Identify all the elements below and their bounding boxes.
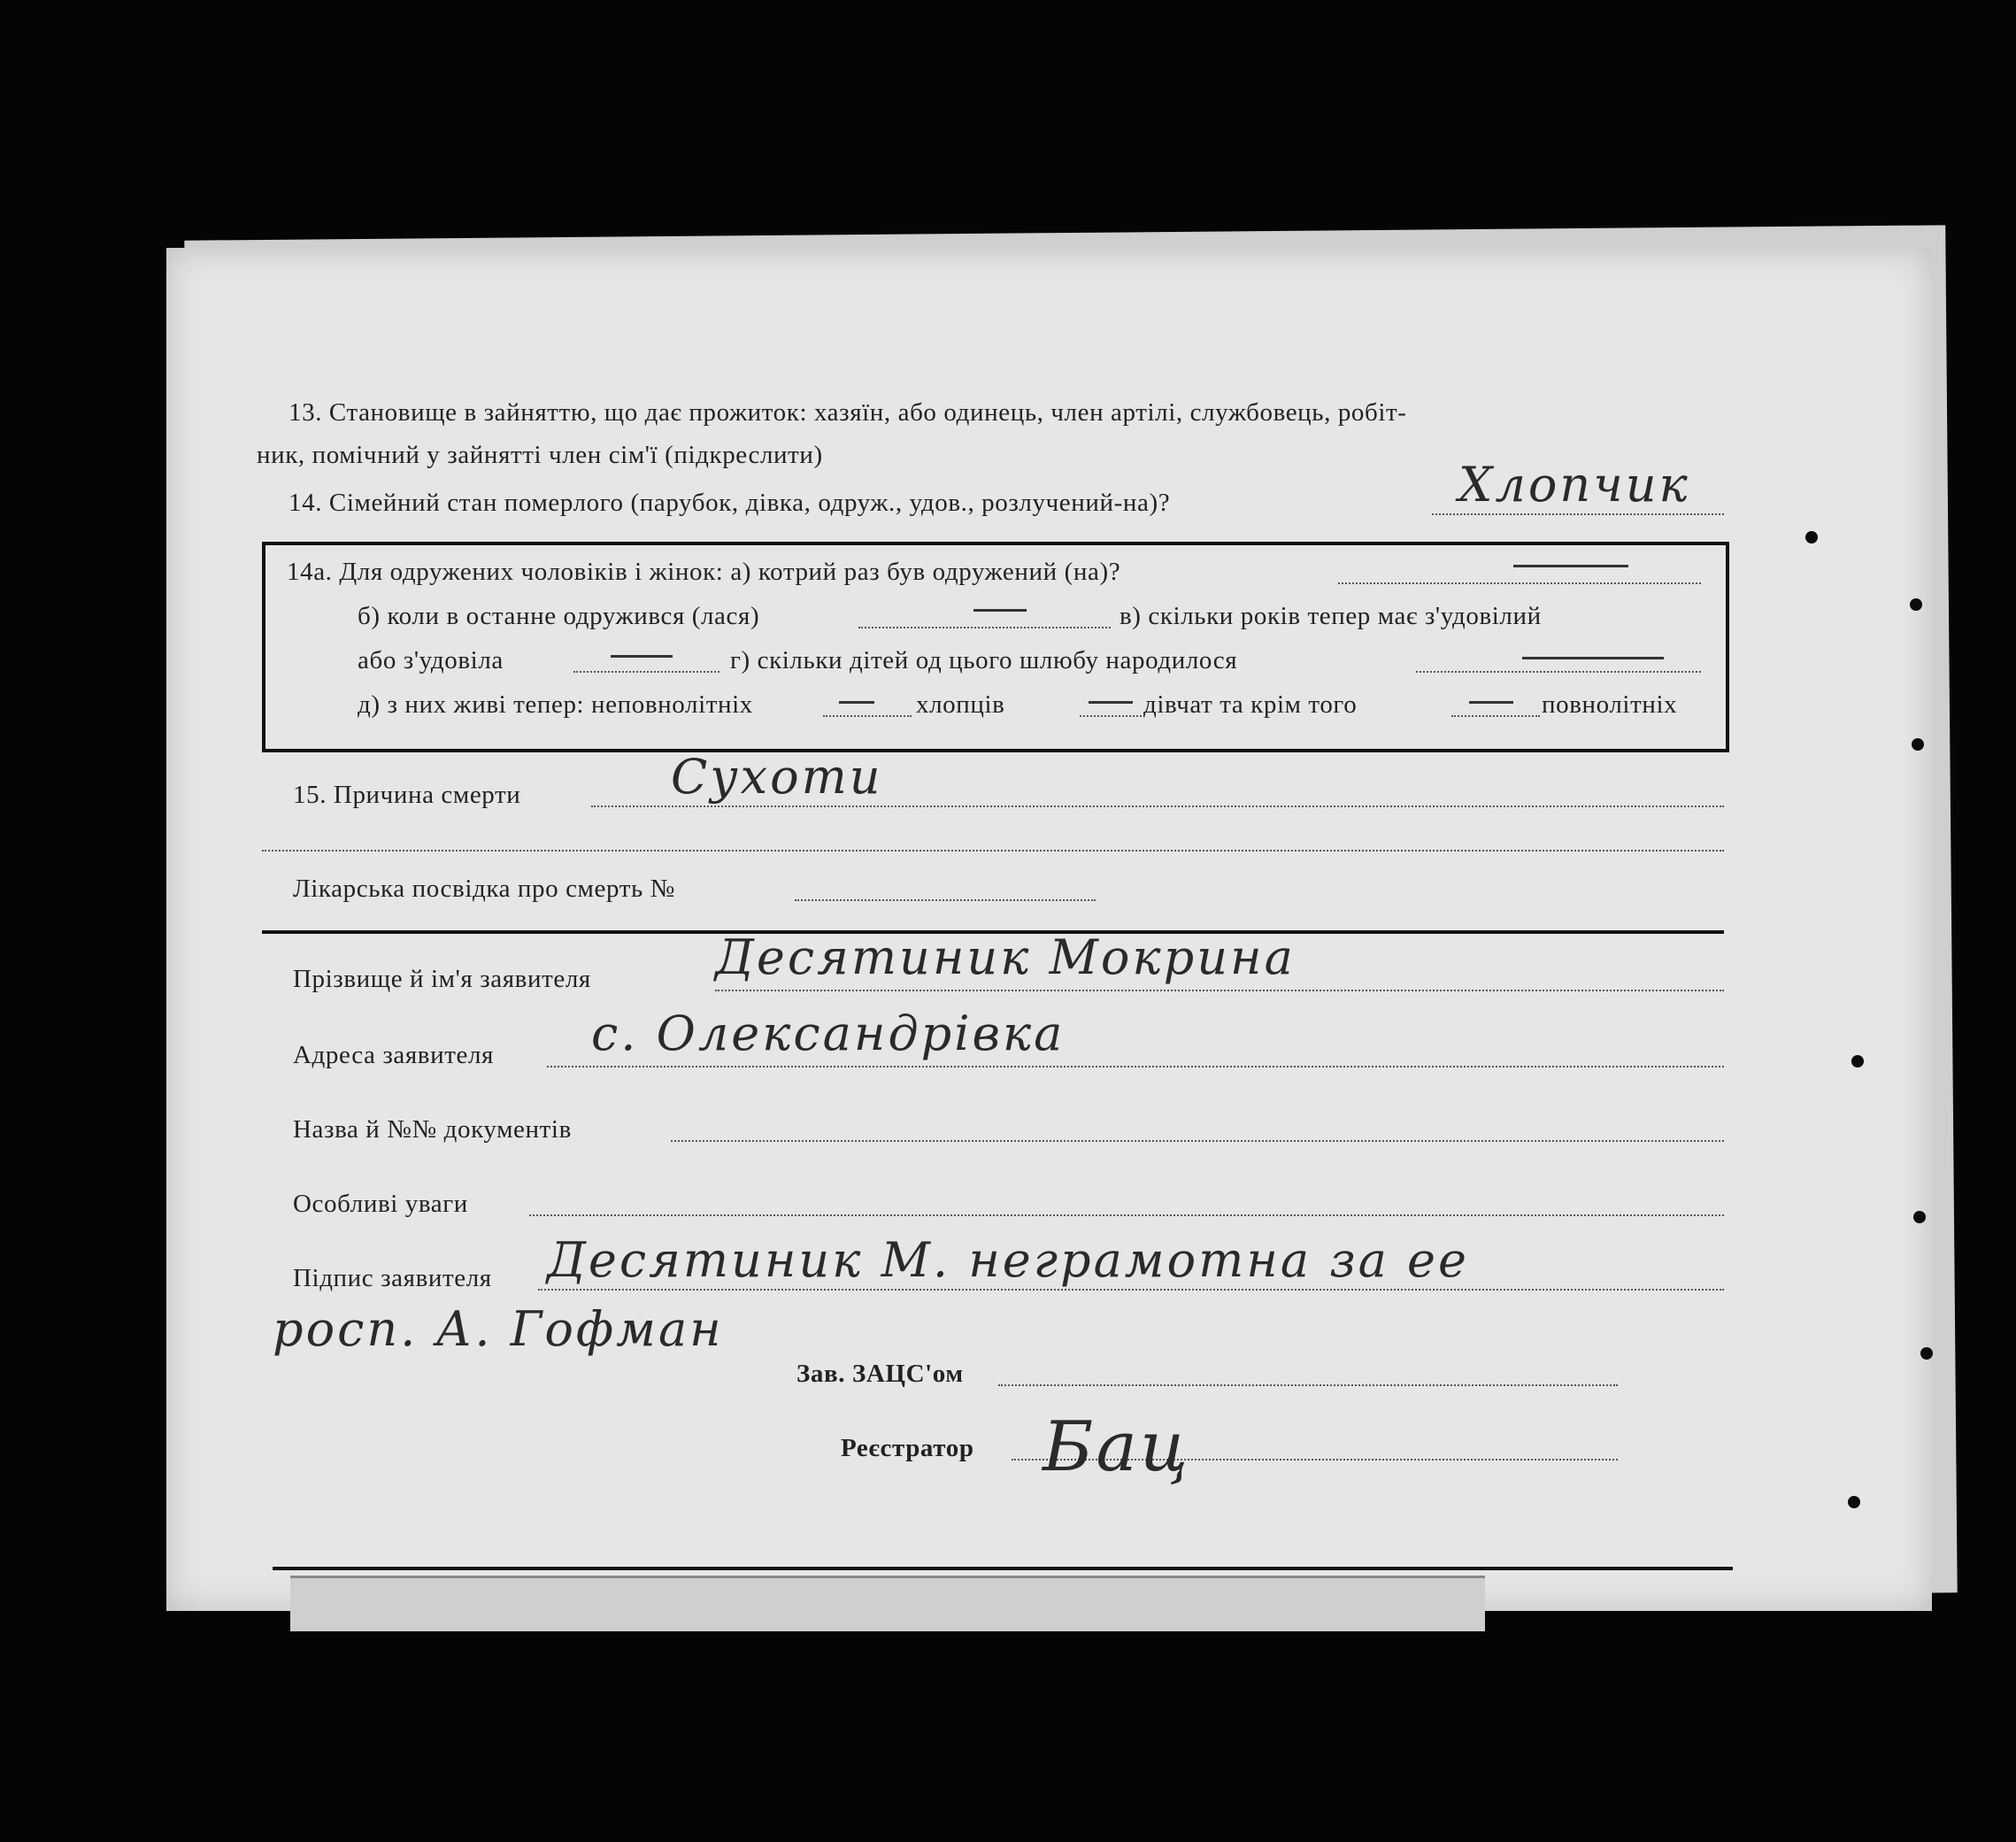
hand-signature-line1: Десятиник М. неграмотна за ее bbox=[547, 1232, 1469, 1288]
hand-cause-of-death: Сухоти bbox=[671, 749, 883, 805]
binding-hole bbox=[1848, 1496, 1860, 1508]
hand-applicant-name: Десятиник Мокрина bbox=[715, 929, 1296, 985]
binding-hole bbox=[1920, 1347, 1933, 1360]
head-dots bbox=[998, 1384, 1618, 1386]
hand-family-status: Хлопчик bbox=[1458, 457, 1690, 513]
documents-dots bbox=[671, 1140, 1724, 1142]
signature-label: Підпис заявителя bbox=[293, 1264, 492, 1292]
q14-dotted-line bbox=[1432, 513, 1724, 515]
q14a-a-dots bbox=[1338, 582, 1701, 584]
medical-dots bbox=[795, 899, 1096, 901]
q15-label: 15. Причина смерти bbox=[293, 781, 521, 809]
binding-hole bbox=[1910, 598, 1922, 611]
q14a-children-dash bbox=[1522, 657, 1664, 659]
hand-applicant-address: с. Олександрівка bbox=[591, 1006, 1066, 1061]
binding-hole bbox=[1912, 738, 1924, 751]
q14a-line1: 14а. Для одружених чоловіків і жінок: а) котрий раз був одружений (на)? bbox=[287, 558, 1121, 586]
notes-dots bbox=[529, 1214, 1724, 1216]
q14a-line2a: б) коли в останне одружився (лася) bbox=[358, 602, 760, 630]
q14a-a-dash bbox=[1513, 565, 1628, 567]
q14a-boys-dots bbox=[1080, 715, 1142, 717]
binding-hole bbox=[1913, 1211, 1926, 1223]
q15-dots bbox=[591, 805, 1724, 807]
q14a-line3a: або з'удовіла bbox=[358, 646, 504, 674]
applicant-address-dots bbox=[547, 1066, 1724, 1067]
q14a-widowed-dash bbox=[611, 655, 673, 658]
q14a-girls-dash bbox=[1469, 701, 1513, 704]
q14a-b-dash bbox=[973, 609, 1027, 612]
hand-signature-line2: росп. А. Гофман bbox=[273, 1301, 724, 1357]
binding-hole bbox=[1851, 1055, 1864, 1067]
form-sheet bbox=[166, 248, 1932, 1611]
documents-label: Назва й №№ документів bbox=[293, 1115, 572, 1144]
q15-dots-2 bbox=[262, 850, 1724, 852]
q14a-line3b: г) скільки дітей од цього шлюбу народилося bbox=[730, 646, 1238, 674]
applicant-name-dots bbox=[715, 990, 1724, 991]
applicant-name-label: Прізвище й ім'я заявителя bbox=[293, 965, 591, 993]
binding-hole bbox=[1805, 531, 1818, 543]
q14a-girls: дівчат та крім того bbox=[1143, 690, 1358, 719]
q14-label: 14. Сімейний стан померлого (парубок, дівка, одруж., удов., розлучений-на)? bbox=[289, 489, 1171, 517]
q14a-box bbox=[262, 542, 1729, 752]
q14a-girls-dots bbox=[1451, 715, 1540, 717]
q14a-minors-dash bbox=[839, 701, 874, 704]
q13-line1: 13. Становище в зайняттю, що дає прожиток: хазяїн, або одинець, член артілі, службовець, робіт- bbox=[289, 398, 1407, 427]
q13-line2: ник, помічний у зайнятті член сім'ї (підкреслити) bbox=[257, 441, 823, 469]
applicant-address-label: Адреса заявителя bbox=[293, 1041, 494, 1069]
q14a-line4: д) з них живі тепер: неповнолітніх bbox=[358, 690, 753, 719]
signature-dots bbox=[538, 1289, 1724, 1291]
q14a-boys-dash bbox=[1089, 701, 1133, 704]
q14a-children-dots bbox=[1416, 671, 1701, 673]
bottom-rule bbox=[273, 1567, 1733, 1570]
q14a-adults: повнолітніх bbox=[1542, 690, 1678, 719]
torn-edge bbox=[290, 1576, 1485, 1631]
q14a-widowed-dots bbox=[573, 671, 719, 673]
q14a-line2b: в) скільки років тепер має з'удовілий bbox=[1120, 602, 1542, 630]
q14a-boys: хлопців bbox=[916, 690, 1005, 719]
notes-label: Особливі уваги bbox=[293, 1190, 468, 1218]
hand-registrar-signature: Бац bbox=[1043, 1407, 1191, 1487]
medical-label: Лікарська посвідка про смерть № bbox=[293, 875, 675, 903]
q14a-b-dots bbox=[858, 627, 1111, 628]
q14a-minors-dots bbox=[823, 715, 912, 717]
registrar-label: Реєстратор bbox=[841, 1434, 974, 1462]
head-label: Зав. ЗАЦС'ом bbox=[796, 1360, 964, 1388]
